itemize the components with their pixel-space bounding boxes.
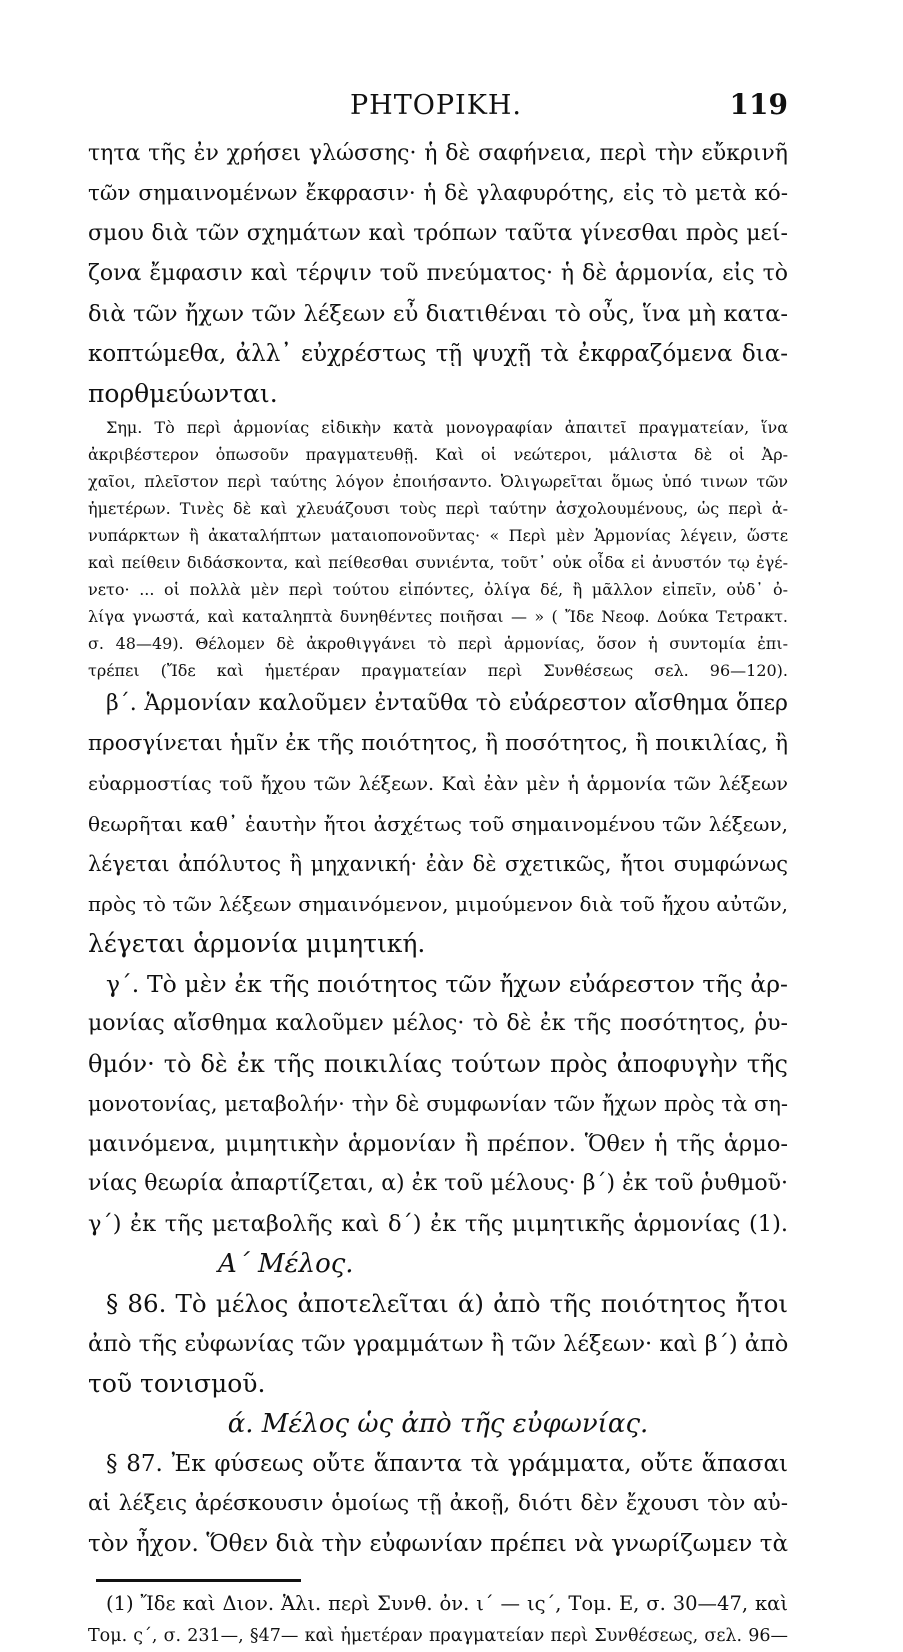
text-line: εὐαρμοστίας τοῦ ἤχου τῶν λέξεων. Καὶ ἐὰν μὲν ἡ ἁρμονία τῶν λέξεων <box>88 773 788 795</box>
text-line: διὰ τῶν ἤχων τῶν λέξεων εὖ διατιθέναι τὸ οὖς, ἵνα μὴ κατα- <box>88 301 788 327</box>
footnote-line: Τομ. ς΄, σ. 231—, §47— καὶ ἡμετέραν πραγματείαν περὶ Συνθέσεως, σελ. 96— <box>88 1626 788 1646</box>
note-line: σ. 48—49). Θέλομεν δὲ ἀκροθιγγάνει τὸ περὶ ἁρμονίας, ὅσον ἡ συντομία ἐπι- <box>88 634 788 653</box>
text-line: § 86. Τὸ μέλος ἀποτελεῖται ά) ἀπὸ τῆς ποιότητος ἤτοι <box>106 1289 788 1318</box>
text-line: σμου διὰ τῶν σχημάτων καὶ τρόπων ταῦτα γίνεσθαι πρὸς μεί- <box>88 221 788 246</box>
note-line: ἡμετέρων. Τινὲς δὲ καὶ χλευάζουσι τοὺς περὶ ταύτην ἀσχολουμένους, ὡς περὶ ἀ- <box>88 499 788 518</box>
text-line: μονοτονίας, μεταβολήν· τὴν δὲ συμφωνίαν τῶν ἤχων πρὸς τὰ ση- <box>88 1092 788 1116</box>
section-heading-melos: Α΄ Μέλος. <box>218 1249 354 1279</box>
note-line: τρέπει (Ἴδε καὶ ἡμετέραν πραγματείαν περὶ Συνθέσεως σελ. 96—120). <box>88 661 788 680</box>
note-line: ἀκριβέστερον ὁπωσοῦν πραγματευθῇ. Καὶ οἱ νεώτεροι, μάλιστα δὲ οἱ Ἀρ- <box>88 445 788 464</box>
text-line: αἱ λέξεις ἀρέσκουσιν ὁμοίως τῇ ἀκοῇ, διότι δὲν ἔχουσι τὸν αὐ- <box>88 1491 788 1516</box>
text-line: μαινόμενα, μιμητικὴν ἁρμονίαν ἢ πρέπον. Ὅθεν ἡ τῆς ἁρμο- <box>88 1131 788 1157</box>
text-line: νίας θεωρία ἀπαρτίζεται, α) ἐκ τοῦ μέλους· β΄) ἐκ τοῦ ῥυθμοῦ· <box>88 1171 788 1196</box>
text-line: τὸν ἦχον. Ὅθεν διὰ τὴν εὐφωνίαν πρέπει νὰ γνωρίζωμεν τὰ <box>88 1531 788 1557</box>
paragraph-beta <box>88 684 788 964</box>
footnote-rule <box>96 1579 301 1582</box>
text-line: πρὸς τὸ τῶν λέξεων σημαινόμενον, μιμούμενον διὰ τοῦ ἤχου αὐτῶν, <box>88 892 788 916</box>
footnote <box>88 1588 788 1652</box>
page-header <box>350 88 788 128</box>
footnote-line: (1) Ἴδε καὶ Διον. Ἁλι. περὶ Συνθ. ὀν. ι΄ — ις΄, Τομ. Ε, σ. 30—47, καὶ <box>106 1592 788 1615</box>
page-number: 119 <box>729 88 788 121</box>
subsection-heading-euphony: ά. Μέλος ὡς ἀπὸ τῆς εὐφωνίας. <box>227 1409 649 1439</box>
note-line: χαῖοι, πλεῖστον περὶ ταύτης λόγον ἐποιήσαντο. Ὀλιγωρεῖται ὅμως ὑπό τινων τῶν <box>88 472 788 491</box>
text-line: λέγεται ἁρμονία μιμητική. <box>88 929 426 958</box>
text-line: θεωρῆται καθ᾽ ἑαυτὴν ἤτοι ἀσχέτως τοῦ σημαινομένου τῶν λέξεων, <box>88 812 788 836</box>
text-line: § 87. Ἐκ φύσεως οὔτε ἅπαντα τὰ γράμματα, οὔτε ἅπασαι <box>106 1451 788 1477</box>
note-line: Σημ. Τὸ περὶ ἁρμονίας εἰδικὴν κατὰ μονογραφίαν ἀπαιτεῖ πραγματείαν, ἵνα <box>106 418 788 437</box>
paragraph-gamma <box>88 964 788 1244</box>
text-line: τῶν σημαινομένων ἔκφρασιν· ἡ δὲ γλαφυρότης, εἰς τὸ μετὰ κό- <box>88 181 788 206</box>
note-line: νετο· ... οἱ πολλὰ μὲν περὶ τούτου εἰπόντες, ὀλίγα δέ, ἢ μᾶλλον εἰπεῖν, οὐδ᾽ ὀ- <box>88 580 788 599</box>
text-line: προσγίνεται ἡμῖν ἐκ τῆς ποιότητος, ἢ ποσότητος, ἢ ποικιλίας, ἢ <box>88 731 788 756</box>
text-line: τοῦ τονισμοῦ. <box>88 1369 266 1398</box>
running-title: ΡΗΤΟΡΙΚΗ. <box>350 90 522 121</box>
text-line: μονίας αἴσθημα καλοῦμεν μέλος· τὸ δὲ ἐκ τῆς ποσότητος, ῥυ- <box>88 1011 788 1036</box>
paragraph-1 <box>88 134 788 414</box>
note-line: λίγα γνωστά, καὶ καταληπτὰ δυνηθέντες ποιῆσαι — » ( Ἴδε Νεοφ. Δούκα Τετρακτ. <box>88 607 788 626</box>
text-line: ζονα ἔμφασιν καὶ τέρψιν τοῦ πνεύματος· ἡ δὲ ἁρμονία, εἰς τὸ <box>88 261 788 286</box>
paragraph-87 <box>88 1444 788 1564</box>
note-line: καὶ πείθειν διδάσκοντα, καὶ πείθεσθαι συνιέντα, τοῦτ᾽ οὐκ οἶδα εἰ ἀνυστόν τῳ ἐγέ- <box>88 553 788 572</box>
text-line: πορθμεύωνται. <box>88 379 278 408</box>
text-line: ἀπὸ τῆς εὐφωνίας τῶν γραμμάτων ἢ τῶν λέξεων· καὶ β΄) ἀπὸ <box>88 1331 788 1357</box>
text-line: γ΄. Τὸ μὲν ἐκ τῆς ποιότητος τῶν ἤχων εὐάρεστον τῆς ἀρ- <box>106 970 788 998</box>
text-line: γ΄) ἐκ τῆς μεταβολῆς καὶ δ΄) ἐκ τῆς μιμητικῆς ἁρμονίας (1). <box>88 1211 788 1237</box>
text-line: β΄. Ἁρμονίαν καλοῦμεν ἐνταῦθα τὸ εὐάρεστον αἴσθημα ὅπερ <box>106 691 788 716</box>
page-body <box>88 134 788 1652</box>
text-line: θμόν· τὸ δὲ ἐκ τῆς ποικιλίας τούτων πρὸς ἀποφυγὴν τῆς <box>88 1050 788 1078</box>
paragraph-86 <box>88 1284 788 1404</box>
text-line: τητα τῆς ἐν χρήσει γλώσσης· ἡ δὲ σαφήνεια, περὶ τὴν εὔκρινῆ <box>88 141 788 166</box>
note-line: νυπάρκτων ἢ ἀκαταλήπτων ματαιοπονοῦντας· « Περὶ μὲν Ἁρμονίας λέγειν, ὥστε <box>88 526 788 545</box>
text-line: κοπτώμεθα, ἀλλ᾽ εὐχρέστως τῇ ψυχῇ τὰ ἐκφραζόμενα δια- <box>88 341 788 367</box>
text-line: λέγεται ἀπόλυτος ἢ μηχανική· ἐὰν δὲ σχετικῶς, ἤτοι συμφώνως <box>88 852 788 876</box>
note-paragraph <box>88 414 788 684</box>
